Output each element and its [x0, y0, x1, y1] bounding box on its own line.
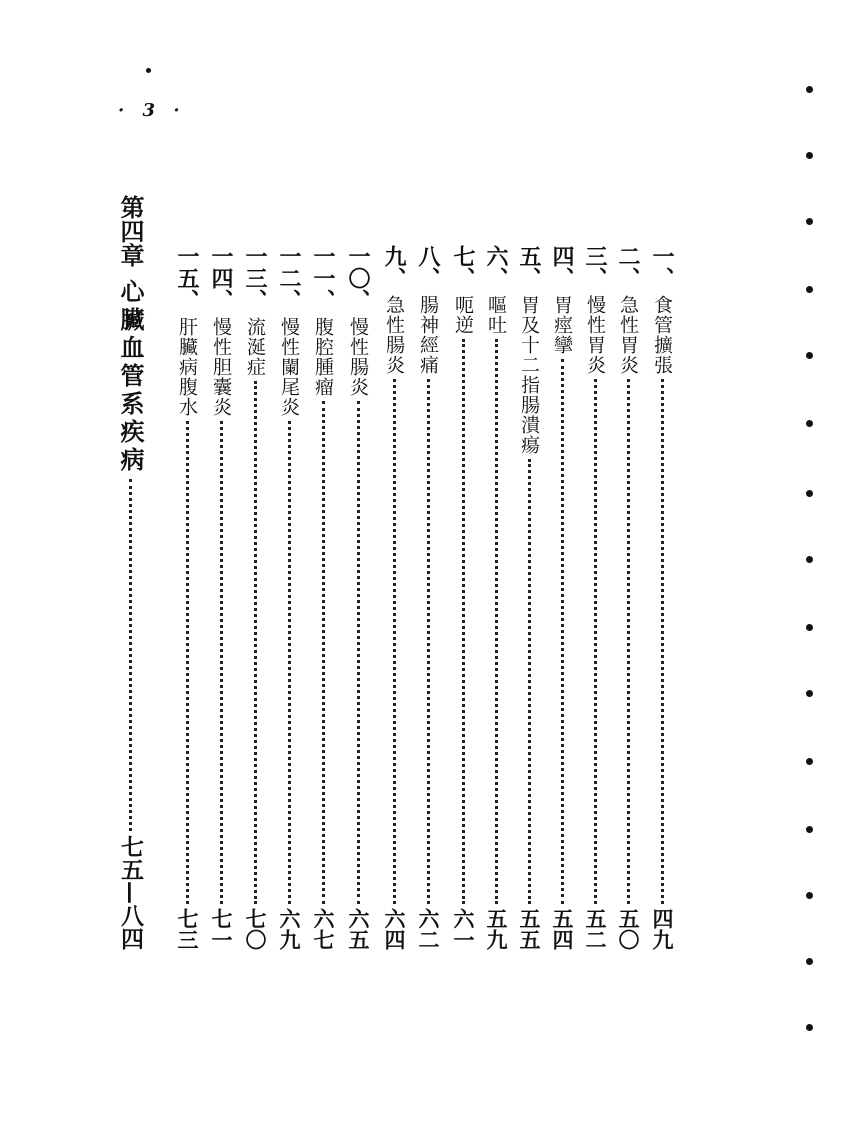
- toc-entry[interactable]: [617, 245, 639, 950]
- binding-hole-mark: [806, 218, 813, 225]
- entry-title: 慢性胆囊炎: [210, 317, 232, 417]
- entry-page: 六五: [346, 908, 371, 950]
- entry-title: 慢性胃炎: [584, 295, 606, 375]
- chapter-title: 心臟血管系疾病: [116, 279, 145, 475]
- entry-title: 胃痙攣: [551, 295, 573, 355]
- entry-number: 一〇、: [345, 245, 371, 311]
- entry-page: 五九: [484, 908, 509, 950]
- dot-leader: [561, 359, 564, 904]
- entry-number: 一四、: [208, 245, 234, 311]
- toc-entry[interactable]: [452, 245, 474, 950]
- entry-page: 六七: [311, 908, 336, 950]
- entry-title: 急性胃炎: [617, 295, 639, 375]
- toc-entry[interactable]: [518, 245, 540, 950]
- dot-leader: [462, 339, 465, 904]
- toc-entry[interactable]: [417, 245, 439, 950]
- dot-leader: [661, 379, 664, 904]
- entry-page: 七一: [209, 908, 234, 950]
- entry-number: 二、: [615, 245, 641, 289]
- toc-entry[interactable]: [210, 245, 232, 950]
- entry-page: 六九: [277, 908, 302, 950]
- chapter-pages: 七五—八四: [117, 835, 144, 950]
- dot-leader: [254, 381, 257, 904]
- binding-hole-mark: [806, 86, 813, 93]
- toc-entry[interactable]: [485, 245, 507, 950]
- entry-number: 五、: [516, 245, 542, 289]
- entry-page: 四九: [650, 908, 675, 950]
- entry-number: 一三、: [242, 245, 268, 311]
- entry-number: 四、: [549, 245, 575, 289]
- entry-number: 三、: [582, 245, 608, 289]
- binding-hole-mark: [806, 892, 813, 899]
- page-number: · 3 ·: [118, 100, 186, 121]
- toc-entry[interactable]: [347, 245, 369, 950]
- entry-title: 慢性闌尾炎: [278, 317, 300, 417]
- entry-title: 食管擴張: [651, 295, 673, 375]
- entry-number: 七、: [450, 245, 476, 289]
- entry-page: 六一: [451, 908, 476, 950]
- dot-leader: [288, 421, 291, 904]
- dot-leader: [427, 379, 430, 904]
- entry-title: 流涎症: [244, 317, 266, 377]
- dot-leader: [186, 421, 189, 904]
- toc-entry[interactable]: [312, 245, 334, 950]
- binding-hole-mark: [806, 758, 813, 765]
- dot-leader: [594, 379, 597, 904]
- binding-hole-mark: [806, 556, 813, 563]
- entry-number: 一、: [649, 245, 675, 289]
- binding-hole-mark: [806, 286, 813, 293]
- entry-title: 肝臟病腹水: [176, 317, 198, 417]
- toc-entry[interactable]: [278, 245, 300, 950]
- chapter-entry[interactable]: [116, 195, 145, 950]
- entry-page: 五四: [550, 908, 575, 950]
- toc-entry[interactable]: [551, 245, 573, 950]
- chapter-number: 第四章: [116, 195, 145, 267]
- entry-title: 嘔吐: [485, 295, 507, 335]
- dot-leader: [495, 339, 498, 904]
- entry-title: 急性腸炎: [383, 295, 405, 375]
- ink-speck: [146, 68, 151, 73]
- binding-hole-mark: [806, 420, 813, 427]
- entry-title: 胃及十二指腸潰瘍: [518, 295, 540, 455]
- binding-hole-mark: [806, 958, 813, 965]
- dot-leader: [220, 421, 223, 904]
- dot-leader: [357, 401, 360, 904]
- dot-leader: [528, 459, 531, 904]
- toc-entry[interactable]: [651, 245, 673, 950]
- entry-title: 腹腔腫瘤: [312, 317, 334, 397]
- entry-number: 六、: [483, 245, 509, 289]
- binding-hole-mark: [806, 826, 813, 833]
- entry-page: 六二: [416, 908, 441, 950]
- toc-entry[interactable]: [244, 245, 266, 950]
- entry-page: 六四: [382, 908, 407, 950]
- entry-title: 呃逆: [452, 295, 474, 335]
- entry-title: 慢性腸炎: [347, 317, 369, 397]
- binding-hole-mark: [806, 1024, 813, 1031]
- entry-page: 七三: [175, 908, 200, 950]
- binding-hole-mark: [806, 490, 813, 497]
- entry-page: 七〇: [243, 908, 268, 950]
- entry-number: 一五、: [174, 245, 200, 311]
- entry-page: 五〇: [616, 908, 641, 950]
- toc-entry[interactable]: [584, 245, 606, 950]
- entry-title: 腸神經痛: [417, 295, 439, 375]
- binding-hole-mark: [806, 152, 813, 159]
- toc-entry[interactable]: [383, 245, 405, 950]
- binding-hole-mark: [806, 352, 813, 359]
- entry-number: 八、: [415, 245, 441, 289]
- entry-number: 九、: [381, 245, 407, 289]
- binding-hole-mark: [806, 624, 813, 631]
- entry-number: 一二、: [276, 245, 302, 311]
- binding-hole-mark: [806, 690, 813, 697]
- dot-leader: [627, 379, 630, 904]
- dot-leader: [393, 379, 396, 904]
- dot-leader: [322, 401, 325, 904]
- dot-leader: [129, 479, 132, 831]
- toc-entry[interactable]: [176, 245, 198, 950]
- entry-page: 五二: [583, 908, 608, 950]
- entry-number: 一一、: [310, 245, 336, 311]
- entry-page: 五五: [517, 908, 542, 950]
